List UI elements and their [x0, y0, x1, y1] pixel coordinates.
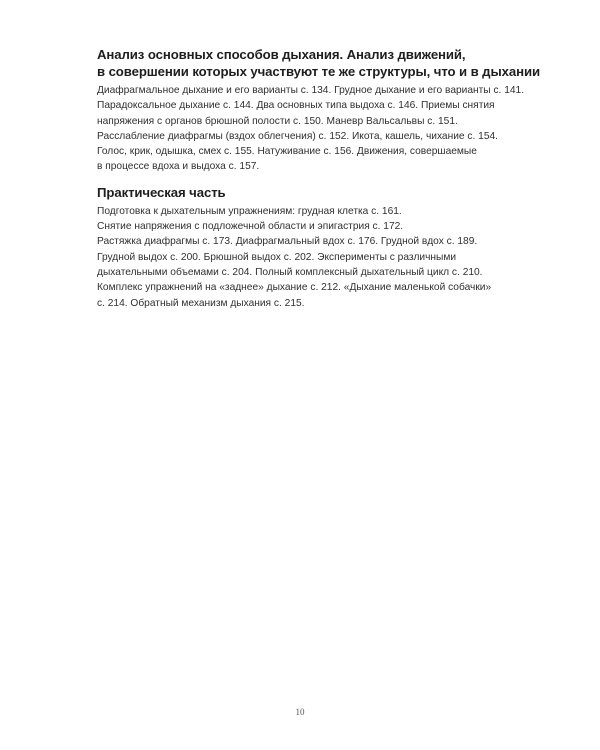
- page-content: [97, 46, 540, 311]
- section-body: [97, 204, 527, 311]
- section-breathing-analysis: [97, 46, 540, 175]
- body-line: Голос, крик, одышка, смех с. 155. Натуживание с. 156. Движения, совершаемые: [97, 146, 477, 158]
- section-practical-part: [97, 184, 527, 311]
- body-line: с. 214. Обратный механизм дыхания с. 215.: [97, 297, 305, 309]
- page-number: 10: [295, 707, 305, 717]
- body-line: напряжения с органов брюшной полости с. 150. Маневр Вальсальвы с. 151.: [97, 115, 458, 127]
- body-line: Диафрагмальное дыхание и его варианты с. 134. Грудное дыхание и его варианты с. 141.: [97, 85, 525, 96]
- section-body: [97, 83, 527, 175]
- body-line: Грудной выдох с. 200. Брюшной выдох с. 202. Эксперименты с различными: [97, 251, 457, 263]
- body-line: в процессе вдоха и выдоха с. 157.: [97, 161, 260, 173]
- section-heading: [97, 184, 527, 201]
- heading-line: Практическая часть: [97, 184, 226, 200]
- section-heading: [97, 46, 540, 80]
- body-line: Подготовка к дыхательным упражнениям: грудная клетка с. 161.: [97, 205, 402, 217]
- body-line: Снятие напряжения с подложечной области и эпигастрия с. 172.: [97, 221, 404, 233]
- body-line: Растяжка диафрагмы с. 173. Диафрагмальный вдох с. 176. Грудной вдох с. 189.: [97, 236, 478, 248]
- heading-line: Анализ основных способов дыхания. Анализ движений,: [97, 47, 466, 62]
- body-line: Комплекс упражнений на «заднее» дыхание с. 212. «Дыхание маленькой собачки»: [97, 282, 492, 294]
- heading-line: в совершении которых участвуют те же структуры, что и в дыхании: [97, 64, 540, 79]
- body-line: Парадоксальное дыхание с. 144. Два основных типа выдоха с. 146. Приемы снятия: [97, 100, 495, 112]
- body-line: Расслабление диафрагмы (вздох облегчения) с. 152. Икота, кашель, чихание с. 154.: [97, 130, 498, 142]
- body-line: дыхательными объемами с. 204. Полный комплексный дыхательный цикл с. 210.: [97, 266, 483, 278]
